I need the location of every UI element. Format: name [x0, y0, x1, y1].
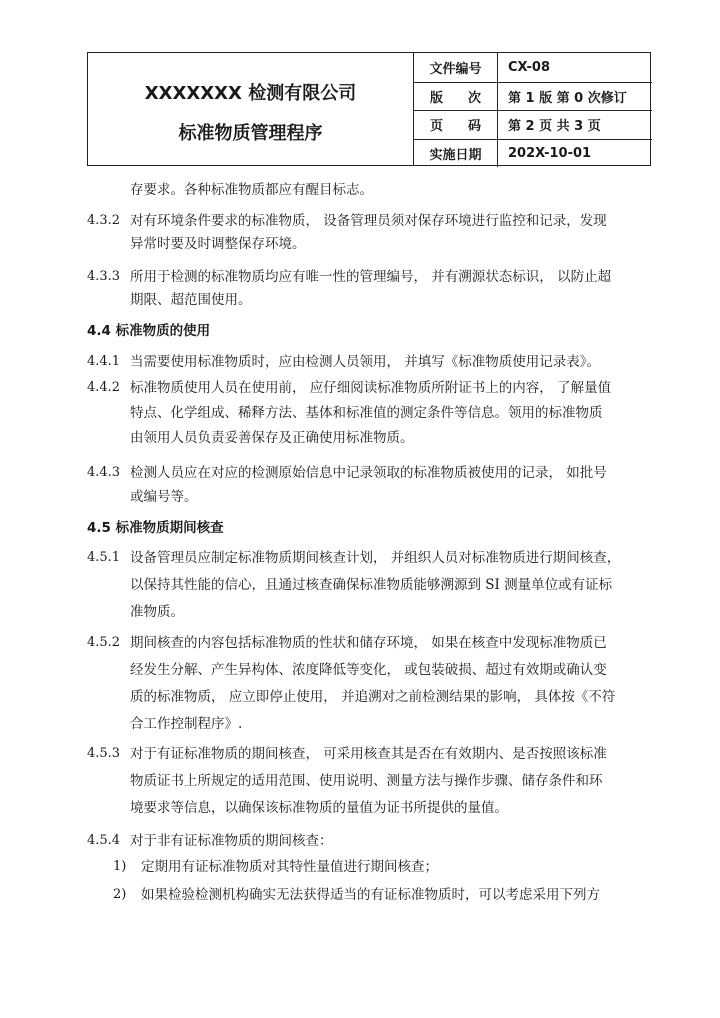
- list-item-text: 如果检验检测机构确实无法获得适当的有证标准物质时，可以考虑采用下列方: [141, 887, 600, 903]
- clause-text: 对于非有证标准物质的期间核查：: [130, 833, 333, 849]
- clause-text: 境要求等信息，以确保该标准物质的量值为证书所提供的量值。: [130, 800, 508, 816]
- effective-date-value: 202X-10-01: [508, 145, 592, 161]
- clause-text: 合工作控制程序》.: [130, 716, 243, 732]
- clause-text: 所用于检测的标准物质均应有唯一性的管理编号， 并有溯源状态标识， 以防止超: [130, 269, 612, 285]
- section-heading: 4.4 标准物质的使用: [87, 323, 211, 339]
- clause-number: 4.5.3: [87, 746, 121, 761]
- edition-label-b: 次: [467, 90, 481, 106]
- clause-text: 或编号等。: [130, 489, 198, 505]
- file-number-label: 文件编号: [414, 53, 498, 82]
- header-row-edition: [414, 82, 652, 111]
- clause-text: 检测人员应在对应的检测原始信息中记录领取的标准物质被使用的记录， 如批号: [130, 465, 607, 481]
- page-label-a: 页: [430, 119, 444, 135]
- clause-text: 异常时要及时调整保存环境。: [130, 236, 306, 252]
- clause-text: 对有环境条件要求的标准物质， 设备管理员须对保存环境进行监控和记录，发现: [130, 213, 607, 229]
- clause-text: 以保持其性能的信心，且通过核查确保标准物质能够溯源到 SI 测量单位或有证标: [130, 577, 613, 593]
- list-item-number: 2): [113, 887, 127, 902]
- clause-number: 4.5.2: [87, 635, 121, 650]
- clause-text: 准物质。: [130, 604, 184, 620]
- section-heading: 4.5 标准物质期间核查: [87, 520, 224, 536]
- clause-text: 期限、超范围使用。: [130, 292, 252, 308]
- clause-text: 质的标准物质， 应立即停止使用， 并追溯对之前检测结果的影响， 具体按《不符: [130, 689, 616, 705]
- header-title-cell: [88, 53, 414, 165]
- document-header-table: [87, 52, 651, 166]
- clause-number: 4.3.2: [87, 213, 121, 228]
- clause-number: 4.4.3: [87, 465, 121, 480]
- clause-text: 设备管理员应制定标准物质期间核查计划， 并组织人员对标准物质进行期间核查，: [130, 550, 621, 566]
- list-item-text: 定期用有证标准物质对其特性量值进行期间核查；: [141, 859, 438, 875]
- clause-text: 特点、化学组成、稀释方法、基体和标准值的测定条件等信息。领用的标准物质: [130, 405, 603, 421]
- clause-text: 当需要使用标准物质时，应由检测人员领用， 并填写《标准物质使用记录表》。: [130, 354, 601, 370]
- clause-number: 4.5.4: [87, 833, 121, 848]
- page-label-b: 码: [467, 119, 481, 135]
- clause-number: 4.4.1: [87, 354, 121, 369]
- clause-text: 物质证书上所规定的适用范围、使用说明、测量方法与操作步骤、储存条件和环: [130, 773, 603, 789]
- header-row-page: [414, 110, 652, 139]
- list-item-number: 1): [113, 859, 127, 874]
- file-number-value: CX-08: [508, 59, 550, 75]
- page-label: [414, 111, 498, 139]
- page-value: 第 2 页 共 3 页: [508, 119, 601, 135]
- continuation-line: 存要求。各种标准物质都应有醒目标志。: [130, 182, 373, 198]
- edition-label: [414, 83, 498, 111]
- document-title: 标准物质管理程序: [178, 123, 323, 144]
- clause-number: 4.5.1: [87, 550, 121, 565]
- clause-text: 对于有证标准物质的期间核查， 可采用核查其是否在有效期内、是否按照该标准: [130, 746, 607, 762]
- clause-text: 期间核查的内容包括标准物质的性状和储存环境， 如果在核查中发现标准物质已: [130, 635, 607, 651]
- clause-text: 由领用人员负责妥善保存及正确使用标准物质。: [130, 430, 414, 446]
- clause-number: 4.3.3: [87, 269, 121, 284]
- clause-number: 4.4.2: [87, 380, 121, 395]
- header-row-file-number: [414, 53, 652, 82]
- company-name: XXXXXXX 检测有限公司: [144, 83, 357, 104]
- edition-label-a: 版: [430, 90, 444, 106]
- effective-date-label: 实施日期: [414, 140, 498, 168]
- clause-text: 标准物质使用人员在使用前， 应仔细阅读标准物质所附证书上的内容， 了解量值: [130, 380, 612, 396]
- clause-text: 经发生分解、产生异构体、浓度降低等变化， 或包装破损、超过有效期或确认变: [130, 662, 607, 678]
- edition-value: 第 1 版 第 0 次修订: [508, 90, 627, 106]
- header-row-effective-date: [414, 139, 652, 168]
